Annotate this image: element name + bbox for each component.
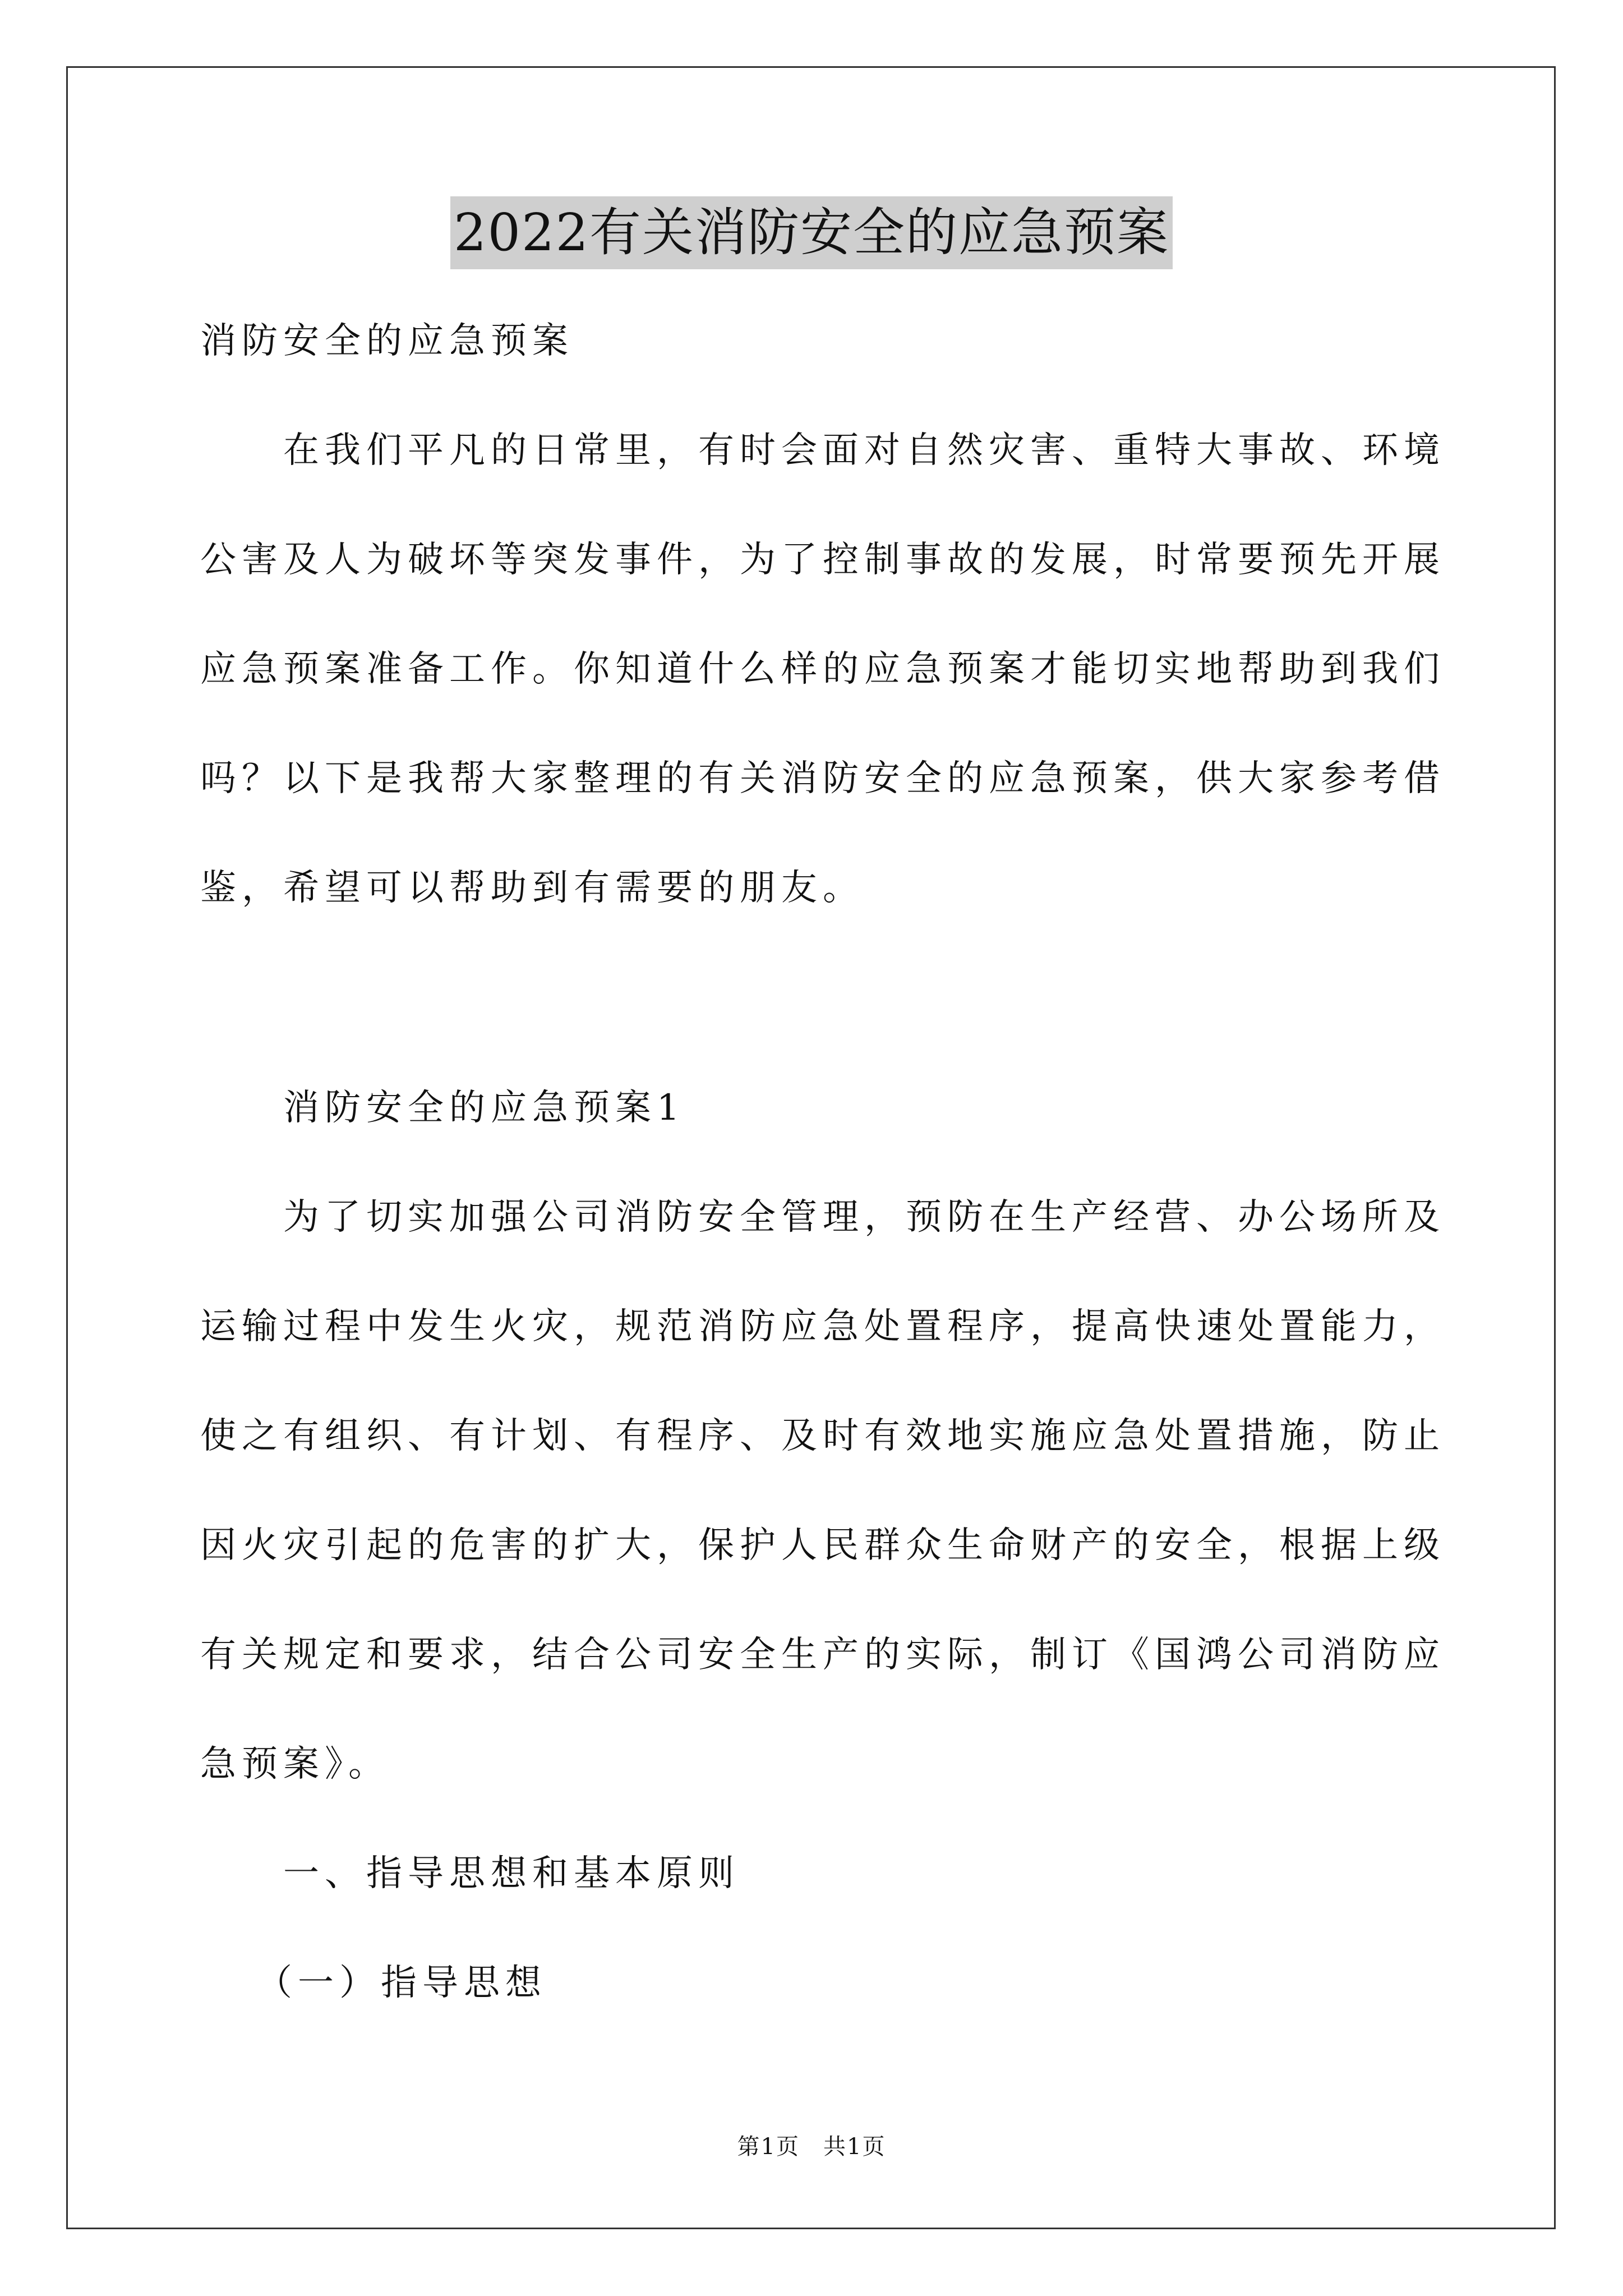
intro-line: 在我们平凡的日常里，有时会面对自然灾害、重特大事故、环境 (283, 430, 1445, 471)
intro-line: 鉴，希望可以帮助到有需要的朋友。 (200, 867, 864, 909)
guiding-heading: （一）指导思想 (256, 1962, 547, 2004)
title-wrapper (0, 196, 1623, 269)
document-subtitle: 消防安全的应急预案 (200, 320, 574, 362)
section-line: 因火灾引起的危害的扩大，保护人民群众生命财产的安全，根据上级 (200, 1525, 1445, 1566)
intro-line: 公害及人为破坏等突发事件，为了控制事故的发展，时常要预先开展 (200, 539, 1445, 581)
intro-line: 吗？以下是我帮大家整理的有关消防安全的应急预案，供大家参考借 (200, 758, 1445, 799)
section-line: 有关规定和要求，结合公司安全生产的实际，制订《国鸿公司消防应 (200, 1634, 1445, 1676)
intro-line: 应急预案准备工作。你知道什么样的应急预案才能切实地帮助到我们 (200, 648, 1445, 690)
section-line: 为了切实加强公司消防安全管理，预防在生产经营、办公场所及 (283, 1197, 1445, 1238)
principles-heading: 一、指导思想和基本原则 (283, 1853, 740, 1894)
section-line: 急预案》。 (200, 1743, 390, 1785)
document-title: 2022有关消防安全的应急预案 (450, 196, 1173, 269)
page-border (66, 66, 1556, 2229)
page-footer: 第1页 共1页 (737, 2134, 886, 2160)
section-heading: 消防安全的应急预案1 (283, 1087, 685, 1129)
section-line: 使之有组织、有计划、有程序、及时有效地实施应急处置措施，防止 (200, 1415, 1445, 1457)
section-line: 运输过程中发生火灾，规范消防应急处置程序，提高快速处置能力， (200, 1306, 1445, 1347)
